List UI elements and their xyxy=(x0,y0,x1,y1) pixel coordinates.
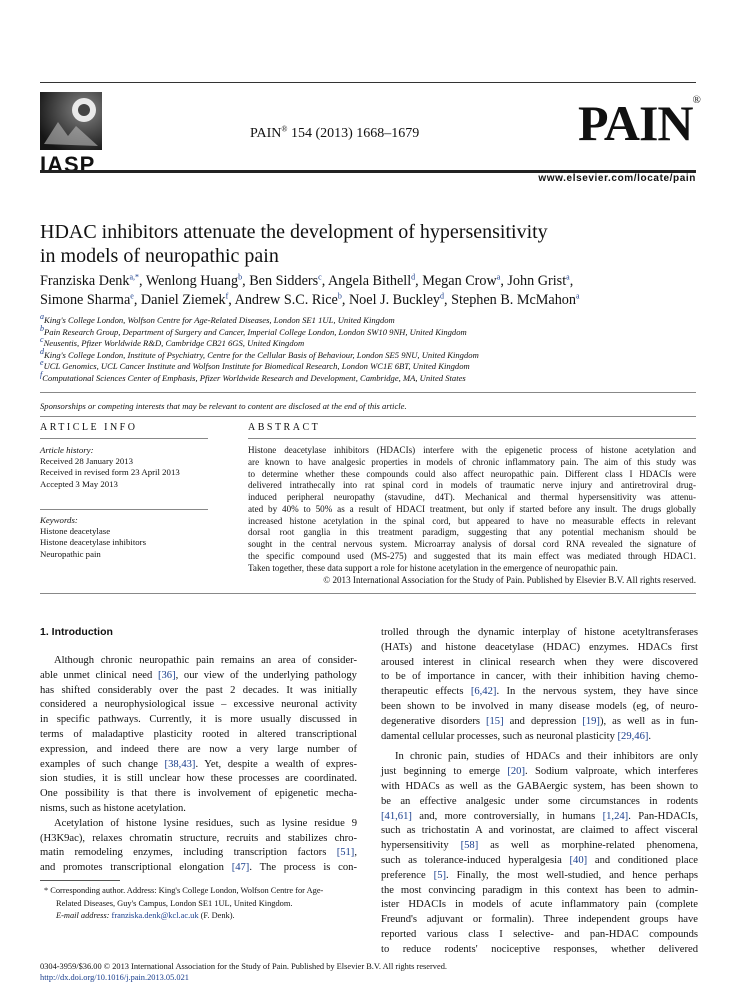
affiliation xyxy=(40,335,479,350)
body-line: sion studies, it is still unclear how these processes are coordinated. xyxy=(40,773,357,785)
affiliation xyxy=(40,346,479,362)
sponsorship-note: Sponsorships or competing interests that may be relevant to content are disclosed at the end of this article. xyxy=(40,401,407,411)
article-info-heading: ARTICLE INFO xyxy=(40,422,138,433)
author-affiliation-mark[interactable]: a xyxy=(575,291,580,301)
abstract-line: Taken together, these data support a role for histone acetylation in the emergence of neuropathic pain. xyxy=(248,562,618,573)
footnote-rule xyxy=(40,880,120,881)
affiliation-text: Computational Sciences Center of Emphasis, Pfizer Worldwide Research and Development, Cambridge, MA, United States xyxy=(42,372,466,383)
keyword: Histone deacetylase inhibitors xyxy=(40,537,147,548)
email-suffix: (F. Denk). xyxy=(200,911,235,920)
intro-heading: 1. Introduction xyxy=(40,626,113,638)
citation-link[interactable]: [1,24] xyxy=(602,810,629,822)
body-line: examples of such change [38,43]. Yet, despite a wealth of expres- xyxy=(40,758,357,770)
intro-right-column xyxy=(381,626,698,958)
citation-link[interactable]: [20] xyxy=(507,766,525,778)
author-affiliation-mark[interactable]: a xyxy=(496,272,501,282)
body-line: just beginning to emerge [20]. Sodium valproate, which interferes xyxy=(381,766,698,778)
citation-link[interactable]: [19] xyxy=(582,715,600,727)
body-line: In chronic pain, studies of HDACs and their inhibitors are only xyxy=(395,751,698,763)
sponsorship-rule xyxy=(40,416,696,417)
iasp-logo-text: IASP xyxy=(40,152,96,177)
body-line: [41,61] and, more controversially, in humans [1,24]. Pan-HDACIs, xyxy=(381,810,698,822)
abstract-rule xyxy=(248,438,696,439)
author-name: Angela Bithell xyxy=(328,273,412,289)
author-affiliation-mark[interactable]: e xyxy=(130,291,134,301)
citation-link[interactable]: [15] xyxy=(485,715,504,727)
body-line: (H3K9ac), relaxes chromatin structure, recruits and stabilizes chro- xyxy=(40,832,357,844)
keywords-label: Keywords: xyxy=(40,515,78,525)
affiliation-text: King's College London, Institute of Psychiatry, Centre for the Cellular Basis of Behaviour, London SE5 9NU, United Kingdom xyxy=(44,349,479,360)
body-line: such as trichostatin A and vorinostat, are claimed to affect visceral xyxy=(381,825,698,837)
citation-link[interactable]: [5] xyxy=(433,869,447,881)
author-name: Simone Sharma xyxy=(40,292,131,308)
body-line: Although chronic neuropathic pain remains an area of consider- xyxy=(54,655,357,666)
body-line: preference [5]. Finally, the most well-studied, and hence perhaps xyxy=(381,869,698,881)
affiliation-text: Pain Research Group, Department of Surgery and Cancer, Imperial College London, London SW10 9NH, United Kingdom xyxy=(44,326,467,337)
keyword: Neuropathic pain xyxy=(40,548,101,559)
article-title xyxy=(40,220,548,268)
body-line: therapeutic effects [6,42]. In the nervous system, they have since xyxy=(381,686,699,698)
author-affiliation-mark[interactable]: a xyxy=(566,272,570,282)
body-line: able unmet clinical need [36], our view of the underlying pathology xyxy=(40,669,357,681)
body-line: and promotes transcriptional elongation [47]. The process is con- xyxy=(40,862,357,874)
body-line: hypersensitivity [58] as well as morphine-related phenomena, xyxy=(381,840,699,852)
author-name: Noel J. Buckley xyxy=(348,292,440,308)
author-name: Wenlong Huang xyxy=(145,273,239,289)
pain-wordmark-text: PAIN xyxy=(578,95,693,151)
affiliations xyxy=(40,312,479,385)
author-name: John Grist xyxy=(507,273,567,289)
keywords-rule xyxy=(40,509,208,510)
footnote-star: * xyxy=(44,886,49,895)
affiliation-key: e xyxy=(40,358,44,368)
author-affiliation-mark[interactable]: b xyxy=(238,272,243,282)
page-footer xyxy=(40,961,447,983)
affiliation-text: King's College London, Wolfson Centre for Age-Related Diseases, London SE1 1UL, United Kingdom xyxy=(44,315,395,325)
doi-link[interactable]: http://dx.doi.org/10.1016/j.pain.2013.05.021 xyxy=(40,973,189,982)
author-affiliation-mark[interactable]: b xyxy=(337,291,342,301)
intro-left-column xyxy=(40,654,357,876)
body-line: to reduce rodents' nociceptive responses, whether delivered xyxy=(381,943,698,955)
body-line: the most convincing paradigm in this context has been to admin- xyxy=(381,884,698,896)
body-line: degenerative disorders [15] and depression [19]), as well as in fun- xyxy=(381,715,698,727)
abstract-line: increased histone acetylation in the spinal cord, but appeared to have no measurable effects in relevant xyxy=(248,515,696,526)
author-name: Megan Crow xyxy=(422,273,497,289)
citation-link[interactable]: [40] xyxy=(569,854,588,866)
abstract-line: delivered intrathecally into rat spinal cord in models of traumatic nerve injury and antiretroviral drug- xyxy=(248,480,696,491)
body-line: be an effective analgesic under some circumstances in rodents xyxy=(381,795,698,807)
abstract-line: the specific compound used (MS-275) and suggested that its main effect was mediated through HDAC1. xyxy=(248,550,696,561)
body-line: reported various class I selective- and pan-HDAC compounds xyxy=(381,928,698,940)
affiliation xyxy=(40,323,479,339)
body-line: aroused interest in clinical research when they were discovered xyxy=(381,656,698,668)
body-line: to be of importance in cancer, with their inhibition having chemo- xyxy=(381,671,698,683)
abstract-line: sought in the central nervous system. Microarray analysis of dorsal cord RNA revealed the signature of xyxy=(248,539,696,549)
citation-link[interactable]: [58] xyxy=(460,840,479,852)
footnote-line-2: Related Diseases, Guy's Campus, London SE1 1UL, United Kingdom. xyxy=(56,898,293,908)
history-revised: Received in revised form 23 April 2013 xyxy=(40,467,180,478)
affiliation-key: f xyxy=(40,370,43,380)
body-line: matin remodeling enzymes, including transcription factors [51], xyxy=(40,847,357,859)
history-received: Received 28 January 2013 xyxy=(40,456,134,467)
body-line: such as tolerance-induced hyperalgesia [40] and conditioned place xyxy=(381,854,698,866)
citation-link[interactable]: [51] xyxy=(336,847,355,859)
body-line: (HATs) and histone deacetylase (HDAC) enzymes. HDACs first xyxy=(381,641,698,653)
affiliation-text: UCL Genomics, UCL Cancer Institute and Wolfson Institute for Biomedical Research, London WC1E 6BT, United Kingdom xyxy=(43,361,470,372)
abstract-line: to determine whether these compounds could also affect neuropathic pain. Different class I HDACIs were xyxy=(248,468,696,479)
journal-url[interactable]: www.elsevier.com/locate/pain xyxy=(538,173,696,184)
abstract-body xyxy=(248,445,696,574)
body-line: Freund's adjuvant or formalin). Three independent groups have xyxy=(381,914,698,926)
title-line-1: HDAC inhibitors attenuate the development of hypersensitivity xyxy=(40,221,548,243)
iasp-logo-graphic xyxy=(40,92,102,150)
author-name: Ben Sidders xyxy=(249,273,319,289)
author-name: Andrew S.C. Rice xyxy=(234,292,338,308)
keyword: Histone deacetylase xyxy=(40,526,111,537)
author-list xyxy=(40,272,580,310)
affiliation xyxy=(40,312,479,327)
footnote-line-1: Corresponding author. Address: King's College London, Wolfson Centre for Age- xyxy=(50,886,324,895)
journal-name: PAIN xyxy=(250,126,282,141)
citation-link[interactable]: [47] xyxy=(231,862,250,874)
issn-line: 0304-3959/$36.00 © 2013 International Association for the Study of Pain. Published by Elsevier B.V. All rights reserved. xyxy=(40,962,447,971)
abstract-line: are known to have analgesic properties in models of chronic inflammatory pain. The aim of this study was xyxy=(248,456,696,467)
top-rule xyxy=(40,82,696,83)
abstract-end-rule xyxy=(40,593,696,594)
affiliation-key: a xyxy=(40,312,44,322)
affiliation xyxy=(40,358,479,373)
journal-volume: 154 (2013) 1668–1679 xyxy=(290,126,420,141)
citation-link[interactable]: [41,61] xyxy=(381,810,412,822)
author-name: Franziska Denk xyxy=(40,273,130,289)
abstract-line: dorsal root ganglia in this treatment paradigm, suggesting that any potential mechanism should be xyxy=(248,527,696,538)
article-history xyxy=(40,445,180,490)
body-line: nisms, such as histone acetylation. xyxy=(40,802,186,814)
citation-link[interactable]: [6,42] xyxy=(470,686,497,698)
affiliation-key: b xyxy=(40,323,44,333)
author-affiliation-mark[interactable]: d xyxy=(411,272,416,282)
affiliation-key: d xyxy=(40,346,44,356)
body-line: expression, and indeed there are now a very large number of xyxy=(40,743,357,755)
author-name: Stephen B. McMahon xyxy=(451,292,576,308)
history-accepted: Accepted 3 May 2013 xyxy=(40,478,118,489)
body-line: been shown to be involved in many disease models (eg, of neuro- xyxy=(381,700,698,712)
body-line: ister HDACIs in models of acute inflammatory pain (complete xyxy=(381,899,698,911)
citation-link[interactable]: [29,46] xyxy=(617,730,649,742)
affiliations-rule xyxy=(40,392,696,393)
affiliation-text: Neusentis, Pfizer Worldwide R&D, Cambridge CB21 6GS, United Kingdom xyxy=(43,338,305,349)
body-line: has shifted considerably over the past 2 decades. It was initially xyxy=(40,684,357,696)
title-line-2: in models of neuropathic pain xyxy=(40,245,279,267)
email-label: E-mail address: xyxy=(56,911,110,920)
body-line: trolled through the dynamic interplay of histone acetyltransferases xyxy=(381,627,698,638)
body-line: Acetylation of histone lysine residues, such as lysine residue 9 xyxy=(54,817,357,829)
keywords xyxy=(40,515,146,560)
email-link[interactable]: franziska.denk@kcl.ac.uk xyxy=(111,911,199,920)
history-label: Article history: xyxy=(40,445,94,455)
abstract-line: induced peripheral neuropathy (stavudine, d4T). Mechanical and thermal hypersensitivity was attenu- xyxy=(248,492,696,502)
author-name: Daniel Ziemek xyxy=(140,292,226,308)
iasp-logo xyxy=(40,92,102,150)
journal-citation: PAIN® 154 (2013) 1668–1679 xyxy=(250,124,420,141)
body-line: damental cellular processes, such as neuronal plasticity [29,46]. xyxy=(381,730,652,742)
footnote xyxy=(40,885,357,923)
body-line: with HDACs as well as the GABAergic system, has been shown to xyxy=(381,780,698,792)
affiliation xyxy=(40,370,479,385)
abstract-copyright: © 2013 International Association for the Study of Pain. Published by Elsevier B.V. All rights reserved. xyxy=(323,575,696,585)
abstract-heading: ABSTRACT xyxy=(248,422,321,433)
body-line: terms of maladaptive plasticity rooted in altered transcriptional xyxy=(40,728,357,740)
author-affiliation-mark[interactable]: d xyxy=(439,291,444,301)
citation-link[interactable]: [38,43] xyxy=(164,758,196,770)
article-info-rule xyxy=(40,438,208,439)
authors-line-2: Simone Sharma$^e$, Daniel Ziemek$^f$, Andrew S.C. Rice$^b$, Noel J. Buckley$^d$, Stephen B. McMahon$^a$ xyxy=(40,291,580,308)
author-affiliation-mark[interactable]: f xyxy=(225,291,229,301)
body-line: in specific pathways. Currently, it is more usually discussed in xyxy=(40,714,357,726)
body-line: One possibility is that there is involvement of epigenetic mecha- xyxy=(40,788,357,800)
author-affiliation-mark[interactable]: c xyxy=(318,272,322,282)
authors-line-1: Franziska Denk$^{a,*}$, Wenlong Huang$^b$, Ben Sidders$^c$, Angela Bithell$^d$, Megan Crow$^a$, John Grist$^a$, xyxy=(40,272,574,289)
pain-wordmark: PAIN® xyxy=(578,94,700,151)
affiliation-key: c xyxy=(40,335,44,345)
author-affiliation-mark[interactable]: a,* xyxy=(129,272,139,282)
citation-link[interactable]: [36] xyxy=(157,669,176,681)
abstract-line: ated by 40% to 50% as a result of HDACI treatment, but only if started before any insult. The drugs globally xyxy=(248,503,696,514)
body-line: considered a neurophysiological issue – excessive neuronal activity xyxy=(40,699,357,711)
abstract-line: Histone deacetylase inhibitors (HDACIs) interfere with the epigenetic process of histone acetylation and xyxy=(248,445,696,455)
